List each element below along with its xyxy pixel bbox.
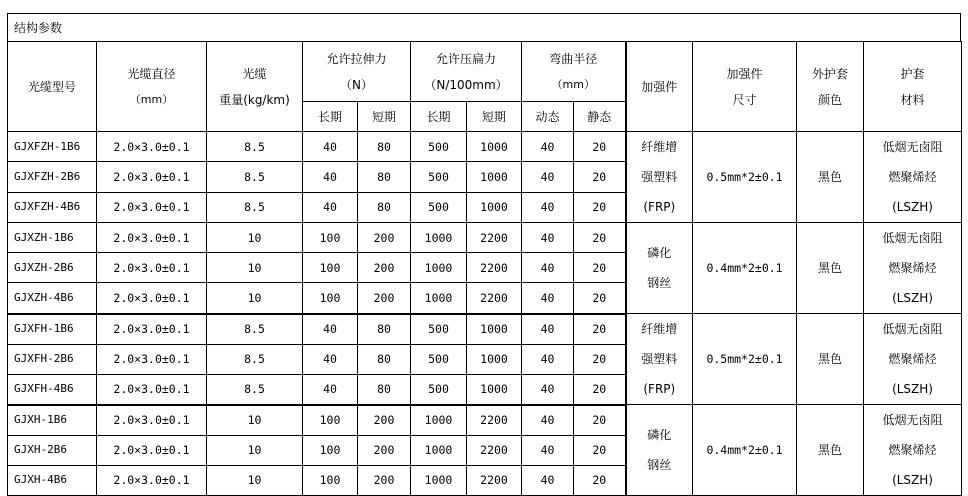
cell-bend-static: 20: [574, 162, 626, 192]
cell-bend-static: 20: [574, 405, 626, 436]
sheath-material-line: 低烟无卤阻: [882, 322, 943, 336]
table-row: [8, 405, 962, 436]
sheath-material-line: 燃聚烯烃: [888, 352, 937, 366]
cell-diameter: 2.0×3.0±0.1: [97, 405, 207, 436]
cell-tensile-long: 100: [303, 223, 358, 253]
cell-diameter: 2.0×3.0±0.1: [97, 314, 207, 345]
sheath-material-line: 低烟无卤阻: [882, 413, 943, 427]
cell-crush-long: 1000: [411, 435, 467, 465]
cell-strength-member: [626, 314, 693, 405]
spec-table: [7, 41, 962, 496]
header-weight: 光缆 重量(kg/km): [207, 42, 303, 132]
cell-bend-static: 20: [574, 253, 626, 283]
table-row: [8, 132, 962, 162]
cell-diameter: 2.0×3.0±0.1: [97, 374, 207, 405]
cell-tensile-short: 80: [358, 374, 411, 405]
cell-tensile-long: 40: [303, 374, 358, 405]
cell-model: GJXH-1B6: [8, 405, 97, 436]
cell-tensile-short: 200: [358, 253, 411, 283]
cell-diameter: 2.0×3.0±0.1: [97, 192, 207, 222]
sheath-material-line: (LSZH): [892, 382, 933, 396]
cell-tensile-short: 200: [358, 465, 411, 495]
cell-strength-size: 0.5mm*2±0.1: [693, 314, 797, 405]
header-tensile-long: 长期: [303, 102, 358, 132]
cell-sheath-color: 黑色: [797, 223, 864, 314]
cell-bend-static: 20: [574, 132, 626, 162]
cell-crush-short: 1000: [467, 132, 522, 162]
cell-sheath-color: 黑色: [797, 405, 864, 496]
strength-member-line: 纤维增: [641, 322, 678, 336]
cell-model: GJXZH-2B6: [8, 253, 97, 283]
cell-crush-long: 500: [411, 132, 467, 162]
cell-model: GJXH-4B6: [8, 465, 97, 495]
cell-diameter: 2.0×3.0±0.1: [97, 435, 207, 465]
cell-bend-dynamic: 40: [522, 374, 574, 405]
cell-tensile-long: 100: [303, 283, 358, 314]
cell-weight: 10: [207, 465, 303, 495]
cell-tensile-short: 80: [358, 162, 411, 192]
strength-member-line: 磷化: [647, 246, 672, 260]
cell-tensile-long: 100: [303, 465, 358, 495]
cell-tensile-long: 100: [303, 405, 358, 436]
cell-bend-dynamic: 40: [522, 314, 574, 345]
cell-tensile-short: 80: [358, 132, 411, 162]
cell-strength-member: [626, 132, 693, 223]
cell-crush-short: 2200: [467, 405, 522, 436]
header-crush: 允许压扁力 （N/100mm）: [411, 42, 522, 102]
cell-crush-long: 500: [411, 314, 467, 345]
cell-model: GJXFH-1B6: [8, 314, 97, 345]
cell-diameter: 2.0×3.0±0.1: [97, 344, 207, 374]
cell-crush-short: 1000: [467, 162, 522, 192]
cell-crush-short: 1000: [467, 192, 522, 222]
cell-tensile-short: 200: [358, 435, 411, 465]
sheath-material-line: (LSZH): [892, 291, 933, 305]
table-row: [8, 223, 962, 253]
cell-model: GJXZH-4B6: [8, 283, 97, 314]
strength-member-line: (FRP): [643, 200, 676, 214]
cell-tensile-short: 80: [358, 344, 411, 374]
cell-bend-static: 20: [574, 435, 626, 465]
strength-member-line: (FRP): [643, 382, 676, 396]
cell-bend-static: 20: [574, 465, 626, 495]
header-tensile-short: 短期: [358, 102, 411, 132]
cell-crush-long: 500: [411, 374, 467, 405]
cell-weight: 8.5: [207, 192, 303, 222]
cell-tensile-short: 80: [358, 314, 411, 345]
table-row: [8, 314, 962, 345]
cell-tensile-short: 200: [358, 283, 411, 314]
cell-crush-long: 1000: [411, 283, 467, 314]
header-strength-size: 加强件 尺寸: [693, 42, 797, 132]
cell-crush-short: 2200: [467, 283, 522, 314]
header-crush-long: 长期: [411, 102, 467, 132]
cell-bend-dynamic: 40: [522, 132, 574, 162]
sheath-material-line: 低烟无卤阻: [882, 140, 943, 154]
strength-member-line: 纤维增: [641, 140, 678, 154]
cell-strength-size: 0.4mm*2±0.1: [693, 223, 797, 314]
cell-diameter: 2.0×3.0±0.1: [97, 162, 207, 192]
cell-crush-short: 1000: [467, 314, 522, 345]
cell-weight: 10: [207, 435, 303, 465]
cell-weight: 8.5: [207, 132, 303, 162]
header-bend-static: 静态: [574, 102, 626, 132]
cell-tensile-long: 100: [303, 253, 358, 283]
header-sheath-color: 外护套 颜色: [797, 42, 864, 132]
cell-model: GJXFH-2B6: [8, 344, 97, 374]
cell-crush-long: 1000: [411, 223, 467, 253]
cell-strength-size: 0.4mm*2±0.1: [693, 405, 797, 496]
sheath-material-line: 燃聚烯烃: [888, 170, 937, 184]
cell-tensile-long: 40: [303, 192, 358, 222]
cell-model: GJXH-2B6: [8, 435, 97, 465]
sheath-material-line: 低烟无卤阻: [882, 231, 943, 245]
table-body: [8, 132, 962, 496]
cell-crush-long: 500: [411, 162, 467, 192]
cell-bend-dynamic: 40: [522, 435, 574, 465]
cell-weight: 10: [207, 253, 303, 283]
cell-crush-long: 1000: [411, 253, 467, 283]
cell-diameter: 2.0×3.0±0.1: [97, 253, 207, 283]
strength-member-line: 钢丝: [647, 276, 672, 290]
cell-bend-dynamic: 40: [522, 192, 574, 222]
header-tensile: 允许拉伸力 （N）: [303, 42, 411, 102]
cell-weight: 10: [207, 223, 303, 253]
cell-bend-dynamic: 40: [522, 344, 574, 374]
cell-bend-dynamic: 40: [522, 405, 574, 436]
cell-model: GJXFZH-4B6: [8, 192, 97, 222]
cell-bend-static: 20: [574, 192, 626, 222]
cell-bend-static: 20: [574, 374, 626, 405]
cell-sheath-material: [864, 132, 962, 223]
cell-crush-long: 1000: [411, 465, 467, 495]
cell-bend-dynamic: 40: [522, 162, 574, 192]
cell-crush-short: 2200: [467, 435, 522, 465]
cell-sheath-material: [864, 223, 962, 314]
cell-bend-dynamic: 40: [522, 283, 574, 314]
header-strength: 加强件: [626, 42, 693, 132]
cell-sheath-material: [864, 314, 962, 405]
cell-model: GJXZH-1B6: [8, 223, 97, 253]
cell-bend-static: 20: [574, 283, 626, 314]
table-header: [8, 42, 962, 132]
header-sheath-material: 护套 材料: [864, 42, 962, 132]
strength-member-line: 强塑料: [641, 170, 678, 184]
cell-tensile-long: 40: [303, 314, 358, 345]
cell-crush-long: 500: [411, 344, 467, 374]
cell-tensile-long: 40: [303, 344, 358, 374]
header-diameter: 光缆直径 （mm）: [97, 42, 207, 132]
sheath-material-line: 燃聚烯烃: [888, 261, 937, 275]
strength-member-line: 钢丝: [647, 458, 672, 472]
cell-strength-member: [626, 405, 693, 496]
structure-parameters-panel: [7, 13, 961, 496]
header-bend-dynamic: 动态: [522, 102, 574, 132]
cell-crush-short: 1000: [467, 344, 522, 374]
header-model: 光缆型号: [8, 42, 97, 132]
cell-strength-member: [626, 223, 693, 314]
cell-weight: 8.5: [207, 374, 303, 405]
cell-model: GJXFZH-2B6: [8, 162, 97, 192]
cell-diameter: 2.0×3.0±0.1: [97, 283, 207, 314]
cell-sheath-color: 黑色: [797, 132, 864, 223]
cell-weight: 8.5: [207, 314, 303, 345]
cell-weight: 8.5: [207, 162, 303, 192]
cell-bend-static: 20: [574, 223, 626, 253]
header-crush-short: 短期: [467, 102, 522, 132]
cell-weight: 10: [207, 405, 303, 436]
strength-member-line: 强塑料: [641, 352, 678, 366]
strength-member-line: 磷化: [647, 428, 672, 442]
cell-crush-short: 2200: [467, 465, 522, 495]
cell-bend-static: 20: [574, 344, 626, 374]
cell-model: GJXFZH-1B6: [8, 132, 97, 162]
cell-strength-size: 0.5mm*2±0.1: [693, 132, 797, 223]
cell-diameter: 2.0×3.0±0.1: [97, 465, 207, 495]
cell-weight: 10: [207, 283, 303, 314]
sheath-material-line: (LSZH): [892, 473, 933, 487]
cell-tensile-long: 40: [303, 162, 358, 192]
cell-bend-dynamic: 40: [522, 465, 574, 495]
cell-crush-long: 500: [411, 192, 467, 222]
cell-tensile-long: 100: [303, 435, 358, 465]
cell-crush-short: 2200: [467, 253, 522, 283]
cell-bend-dynamic: 40: [522, 253, 574, 283]
cell-bend-static: 20: [574, 314, 626, 345]
cell-diameter: 2.0×3.0±0.1: [97, 132, 207, 162]
sheath-material-line: (LSZH): [892, 200, 933, 214]
section-title: 结构参数: [7, 13, 961, 41]
cell-tensile-short: 200: [358, 223, 411, 253]
header-bend: 弯曲半径 （mm）: [522, 42, 626, 102]
cell-bend-dynamic: 40: [522, 223, 574, 253]
cell-sheath-color: 黑色: [797, 314, 864, 405]
cell-model: GJXFH-4B6: [8, 374, 97, 405]
cell-crush-long: 1000: [411, 405, 467, 436]
cell-crush-short: 1000: [467, 374, 522, 405]
sheath-material-line: 燃聚烯烃: [888, 443, 937, 457]
cell-sheath-material: [864, 405, 962, 496]
cell-crush-short: 2200: [467, 223, 522, 253]
cell-tensile-long: 40: [303, 132, 358, 162]
cell-tensile-short: 200: [358, 405, 411, 436]
cell-diameter: 2.0×3.0±0.1: [97, 223, 207, 253]
cell-weight: 8.5: [207, 344, 303, 374]
cell-tensile-short: 80: [358, 192, 411, 222]
